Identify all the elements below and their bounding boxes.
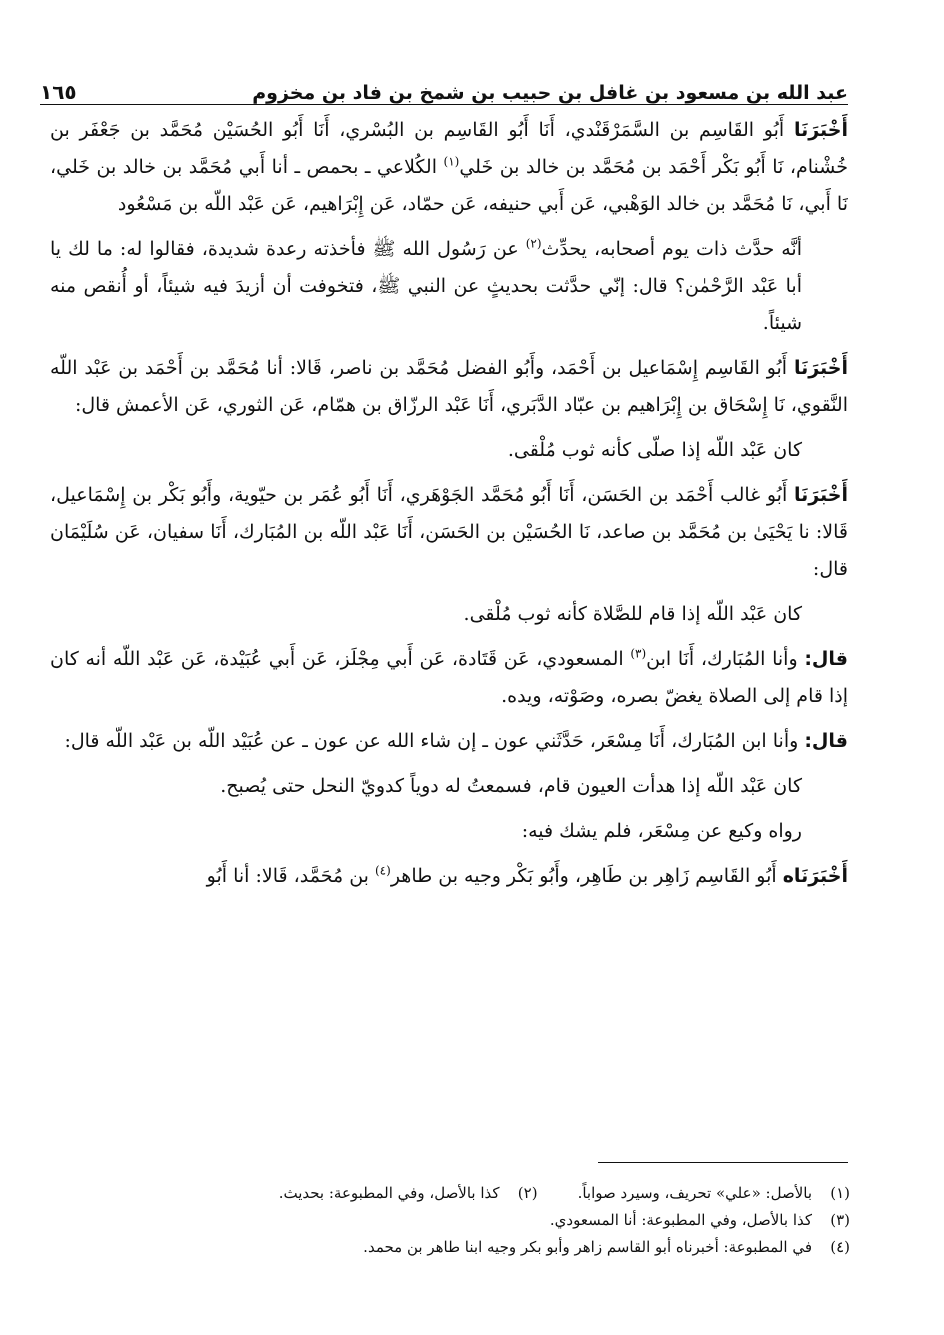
- paragraph: [50, 477, 848, 588]
- paragraph-lead: أَخْبَرَنَا: [793, 357, 848, 379]
- footnote-2: [279, 1180, 538, 1207]
- footnote-row: [120, 1180, 850, 1207]
- footnote-number: (٣): [830, 1211, 850, 1229]
- paragraph-text: رواه وكيع عن مِسْعَر، فلم يشك فيه:: [521, 820, 802, 842]
- paragraph-lead: أَخْبَرَنَا: [793, 484, 848, 506]
- paragraph-text: كان عَبْد اللّه إذا هدأت العيون قام، فسمعتُ له دوياً كدويّ النحل حتى يُصبح.: [220, 775, 802, 797]
- paragraph-text: بن مُحَمَّد، قَالا: أنا أَبُو: [206, 865, 375, 887]
- running-header: [40, 60, 848, 104]
- footnote-number: (١): [830, 1184, 850, 1202]
- paragraph-lead: أَخْبَرَنَاه: [782, 865, 848, 887]
- paragraph-text: أَبُو غالب أَحْمَد بن الحَسَن، أَنَا أَبُو مُحَمَّد الجَوْهَري، أَنَا أَبُو عُمَر بن حيّوية، وأَبُو بَكْر بن إِسْمَاعيل، قَالا: نا يَحْيَىٰ بن مُحَمَّد بن صاعد، نَا الحُسَيْن بن الحَسَن، أَنَا عَبْد اللّه بن المُبَارك، أَنَا سفيان، عَن سُلَيْمَان قال:: [50, 484, 848, 580]
- running-title: عبد الله بن مسعود بن غافل بن حبيب بن شمخ بن فاد بن مخزوم: [252, 82, 848, 104]
- footnote-text: في المطبوعة: أخبرناه أبو القاسم زاهر وأبو بكر وجيه ابنا طاهر بن محمد.: [363, 1238, 812, 1256]
- paragraph-text: كان عَبْد اللّه إذا قام للصَّلاة كأنه ثوب مُلْقى.: [463, 603, 802, 625]
- header-rule: [40, 104, 848, 105]
- footnote-reference: (٢): [525, 236, 542, 251]
- paragraph: [50, 641, 848, 715]
- paragraph-text: كان عَبْد اللّه إذا صلّى كأنه ثوب مُلْقى.: [507, 439, 802, 461]
- paragraph: [50, 768, 848, 805]
- footnote-reference: (٣): [630, 646, 647, 661]
- footnote-number: (٤): [830, 1238, 850, 1256]
- paragraph-text: الكُلاعي ـ بحمص ـ أنا أَبي مُحَمَّد بن خالد بن خَلي، نَا أَبي، نَا مُحَمَّد بن خالد الوَهْبي، عَن أَبي حنيفه، عَن حمّاد، عَن إِبْرَاهيم، عَن عَبْد اللّه بن مَسْعُود: [50, 156, 848, 215]
- paragraph-text: أَبُو القَاسِم إِسْمَاعيل بن أَحْمَد، وأَبُو الفضل مُحَمَّد بن ناصر، قَالا: أنا مُحَمَّد بن أَحْمَد بن عَبْد اللّه النَّقوي، نَا إِسْحَاق بن إِبْرَاهيم بن عبّاد الدَّبَري، أَنَا عَبْد الرزّاق بن همّام، عَن الثوري، عَن الأعمش قال:: [50, 357, 848, 416]
- paragraph-text: أَبُو القَاسِم زَاهِر بن طَاهِر، وأَبُو بَكْر وجيه بن طاهر: [390, 865, 777, 887]
- page-number: ١٦٥: [40, 80, 77, 104]
- footnote-1: [578, 1180, 850, 1207]
- footnote-text: كذا بالأصل، وفي المطبوعة: أنا المسعودي.: [549, 1211, 812, 1229]
- paragraph-text: وأنا ابن المُبَارك، أَنَا مِسْعَر، حَدَّثَني عون ـ إن شاء الله عن عون ـ عن عُبَيْد اللّه بن عَبْد اللّه قال:: [64, 730, 799, 752]
- paragraph-text: المسعودي، عَن قَتَادة، عَن أَبي مِجْلَز، عَن أَبي عُبَيْدة، عَن عَبْد اللّه أنه كان إذا قام إلى الصلاة يغضّ بصره، وصَوْته، ويده.: [50, 648, 848, 707]
- paragraph-lead: أَخْبَرَنَا: [793, 119, 848, 141]
- footnote-reference: (٤): [374, 863, 391, 878]
- paragraph-text: وأنا المُبَارك، أَنَا ابن: [646, 648, 798, 670]
- paragraph: [50, 112, 848, 223]
- footnote-4: [120, 1234, 850, 1261]
- footnote-number: (٢): [517, 1184, 538, 1202]
- paragraph: [50, 858, 848, 895]
- footnote-rule: [598, 1162, 848, 1163]
- footnotes: [120, 1180, 850, 1261]
- paragraph: [50, 350, 848, 424]
- paragraph: [50, 596, 848, 633]
- footnote-3: [120, 1207, 850, 1234]
- paragraph: [50, 432, 848, 469]
- main-text: [50, 112, 848, 1142]
- paragraph-text: أَبُو القَاسِم بن السَّمَرْقَنْدي، أَنَا أَبُو القَاسِم بن البُسْري، أَنَا أَبُو الحُسَيْن مُحَمَّد بن جَعْفَر بن خُشْنام، نَا أَبُو بَكْر أَحْمَد بن مُحَمَّد بن خالد بن خَلي: [50, 119, 848, 178]
- paragraph: [50, 723, 848, 760]
- footnote-text: بالأصل: «علي» تحريف، وسيرد صواباً.: [577, 1184, 812, 1202]
- paragraph-text: عن رَسُول الله ﷺ فأخذته رعدة شديدة، فقالوا له: ما لك يا أبا عَبْد الرَّحْمٰن؟ قال: إنّي حدَّثت بحديثٍ عن النبي ﷺ، فتخوفت أن أزيدَ فيه شيئاً، أو أُنقص منه شيئاً.: [50, 238, 802, 334]
- footnote-reference: (١): [443, 154, 460, 169]
- paragraph-text: أنَّه حدَّث ذات يوم أصحابه، يحدِّث: [541, 238, 802, 260]
- paragraph-lead: قال:: [804, 730, 848, 752]
- paragraph: [50, 231, 848, 342]
- footnote-text: كذا بالأصل، وفي المطبوعة: بحديث.: [278, 1184, 500, 1202]
- paragraph: [50, 813, 848, 850]
- paragraph-lead: قال:: [804, 648, 848, 670]
